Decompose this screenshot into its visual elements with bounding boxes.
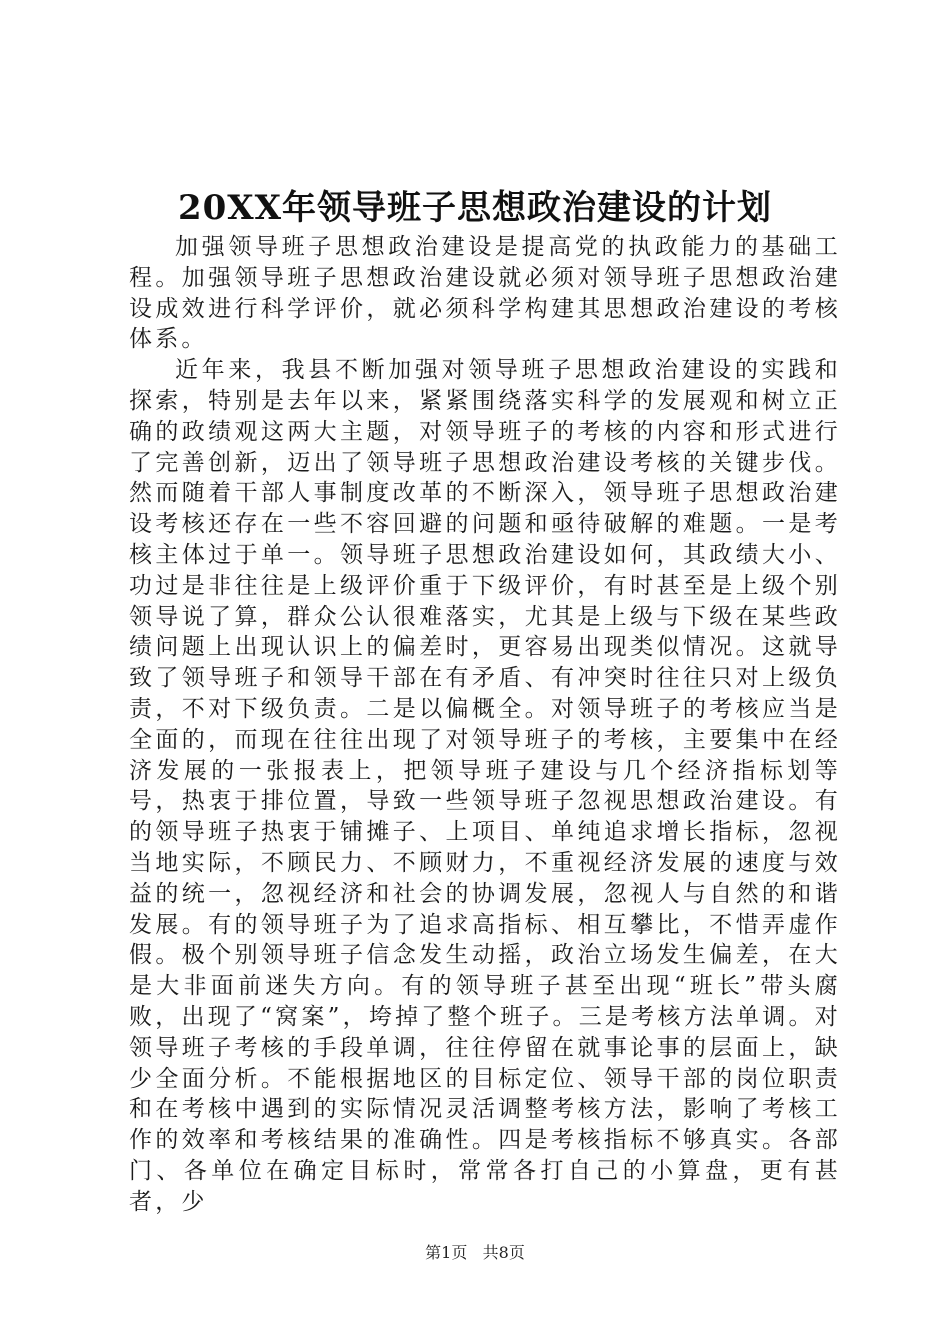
page-footer — [0, 1243, 950, 1263]
page-number: 第1页 — [425, 1243, 468, 1262]
paragraph: 加强领导班子思想政治建设是提高党的执政能力的基础工程。加强领导班子思想政治建设就必须对领导班子思想政治建设成效进行科学评价，就必须科学构建其思想政治建设的考核体系。 — [129, 234, 841, 353]
page-total: 共8页 — [482, 1243, 525, 1262]
document-title: 20XX年领导班子思想政治建设的计划 — [177, 188, 773, 228]
footer-separator — [472, 1243, 477, 1262]
document-body — [129, 232, 841, 1218]
paragraph: 近年来，我县不断加强对领导班子思想政治建设的实践和探索，特别是去年以来，紧紧围绕落实科学的发展观和树立正确的政绩观这两大主题，对领导班子的考核的内容和形式进行了完善创新，迈出了领导班子思想政治建设考核的关键步伐。然而随着干部人事制度改革的不断深入，领导班子思想政治建设考核还存在一些不容回避的问题和亟待破解的难题。一是考核主体过于单一。领导班子思想政治建设如何，其政绩大小、功过是非往往是上级评价重于下级评价，有时甚至是上级个别领导说了算，群众公认很难落实，尤其是上级与下级在某些政绩问题上出现认识上的偏差时，更容易出现类似情况。这就导致了领导班子和领导干部在有矛盾、有冲突时往往只对上级负责，不对下级负责。二是以偏概全。对领导班子的考核应当是全面的，而现在往往出现了对领导班子的考核，主要集中在经济发展的一张报表上，把领导班子建设与几个经济指标划等号，热衷于排位置，导致一些领导班子忽视思想政治建设。有的领导班子热衷于铺摊子、上项目、单纯追求增长指标，忽视当地实际，不顾民力、不顾财力，不重视经济发展的速度与效益的统一，忽视经济和社会的协调发展，忽视人与自然的和谐发展。有的领导班子为了追求高指标、相互攀比，不惜弄虚作假。极个别领导班子信念发生动摇，政治立场发生偏差，在大是大非面前迷失方向。有的领导班子甚至出现“班长”带头腐败，出现了“窝案”，垮掉了整个班子。三是考核方法单调。对领导班子考核的手段单调，往往停留在就事论事的层面上，缺少全面分析。不能根据地区的目标定位、领导干部的岗位职责和在考核中遇到的实际情况灵活调整考核方法，影响了考核工作的效率和考核结果的准确性。四是考核指标不够真实。各部门、各单位在确定目标时，常常各打自己的小算盘，更有甚者，少 — [129, 357, 841, 1215]
